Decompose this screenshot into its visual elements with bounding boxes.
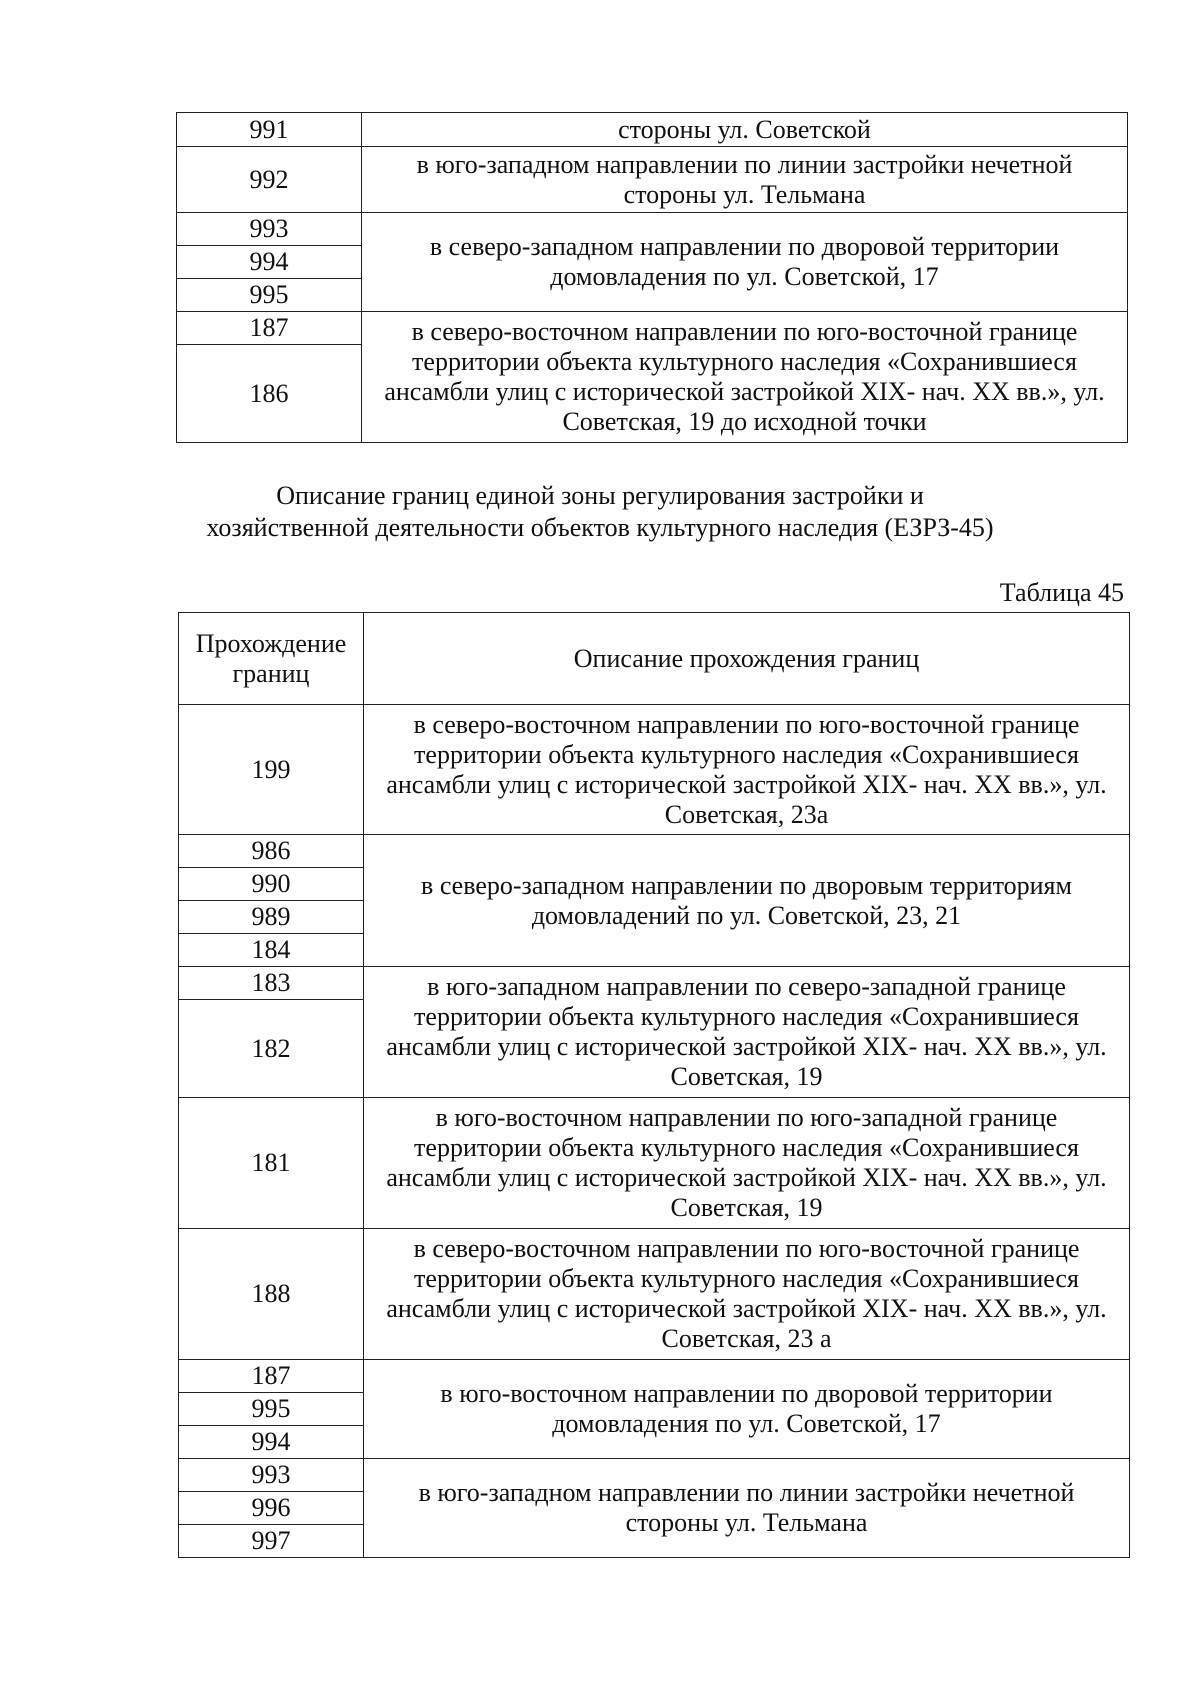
boundary-description: в юго-западном направлении по линии застройки нечетной стороны ул. Тельмана — [364, 1459, 1130, 1558]
boundary-description: в северо-восточном направлении по юго-восточной границе территории объекта культурного наследия «Сохранившиеся ансамбли улиц с исторической застройкой XIX- нач. XX вв.», ул. Советская, 19 до исходной точки — [362, 312, 1128, 443]
table-row — [177, 113, 1128, 147]
table-row — [179, 1229, 1130, 1360]
boundary-description: в юго-восточном направлении по дворовой территории домовладения по ул. Советской, 17 — [364, 1360, 1130, 1459]
table-header-row — [179, 613, 1130, 705]
point-number: 993 — [179, 1459, 364, 1492]
boundary-description: в северо-восточном направлении по юго-восточной границе территории объекта культурного наследия «Сохранившиеся ансамбли улиц с исторической застройкой XIX- нач. XX вв.», ул. Советская, 23а — [364, 705, 1130, 835]
boundary-description: в северо-восточном направлении по юго-восточной границе территории объекта культурного наследия «Сохранившиеся ансамбли улиц с исторической застройкой XIX- нач. XX вв.», ул. Советская, 23 а — [364, 1229, 1130, 1360]
point-number: 993 — [177, 213, 362, 246]
point-number: 986 — [179, 835, 364, 868]
point-number: 187 — [179, 1360, 364, 1393]
point-number: 183 — [179, 967, 364, 1000]
point-number: 995 — [177, 279, 362, 312]
point-number: 989 — [179, 901, 364, 934]
continuation-table — [176, 112, 1128, 443]
point-number: 997 — [179, 1525, 364, 1558]
point-number: 188 — [179, 1229, 364, 1360]
table-caption: Таблица 45 — [999, 578, 1124, 607]
point-number: 184 — [179, 934, 364, 967]
header-points: Прохождение границ — [179, 613, 364, 705]
table-row — [179, 835, 1130, 868]
table-row — [177, 213, 1128, 246]
boundary-description: стороны ул. Советской — [362, 113, 1128, 147]
table-row — [179, 1459, 1130, 1492]
point-number: 992 — [177, 147, 362, 213]
table-row — [179, 1098, 1130, 1229]
point-number: 182 — [179, 1000, 364, 1098]
table-row — [179, 705, 1130, 835]
table-row — [179, 967, 1130, 1000]
point-number: 995 — [179, 1393, 364, 1426]
boundary-description: в северо-западном направлении по дворовым территориям домовладений по ул. Советской, 23, 21 — [364, 835, 1130, 967]
point-number: 994 — [177, 246, 362, 279]
point-number: 186 — [177, 345, 362, 443]
point-number: 990 — [179, 868, 364, 901]
point-number: 187 — [177, 312, 362, 345]
point-number: 996 — [179, 1492, 364, 1525]
table-row — [177, 147, 1128, 213]
boundary-description: в северо-западном направлении по дворовой территории домовладения по ул. Советской, 17 — [362, 213, 1128, 312]
point-number: 181 — [179, 1098, 364, 1229]
point-number: 199 — [179, 705, 364, 835]
boundary-description: в юго-восточном направлении по юго-западной границе территории объекта культурного наследия «Сохранившиеся ансамбли улиц с исторической застройкой XIX- нач. XX вв.», ул. Советская, 19 — [364, 1098, 1130, 1229]
section-title — [140, 480, 1060, 544]
boundary-description: в юго-западном направлении по северо-западной границе территории объекта культурного наследия «Сохранившиеся ансамбли улиц с исторической застройкой XIX- нач. XX вв.», ул. Советская, 19 — [364, 967, 1130, 1098]
table-row — [177, 312, 1128, 345]
table-row — [179, 1360, 1130, 1393]
section-title-line: Описание границ единой зоны регулирования застройки и — [276, 481, 924, 510]
section-title-line: хозяйственной деятельности объектов культурного наследия (ЕЗРЗ-45) — [206, 513, 994, 542]
point-number: 991 — [177, 113, 362, 147]
table-45 — [178, 612, 1130, 1558]
point-number: 994 — [179, 1426, 364, 1459]
boundary-description: в юго-западном направлении по линии застройки нечетной стороны ул. Тельмана — [362, 147, 1128, 213]
header-description: Описание прохождения границ — [364, 613, 1130, 705]
